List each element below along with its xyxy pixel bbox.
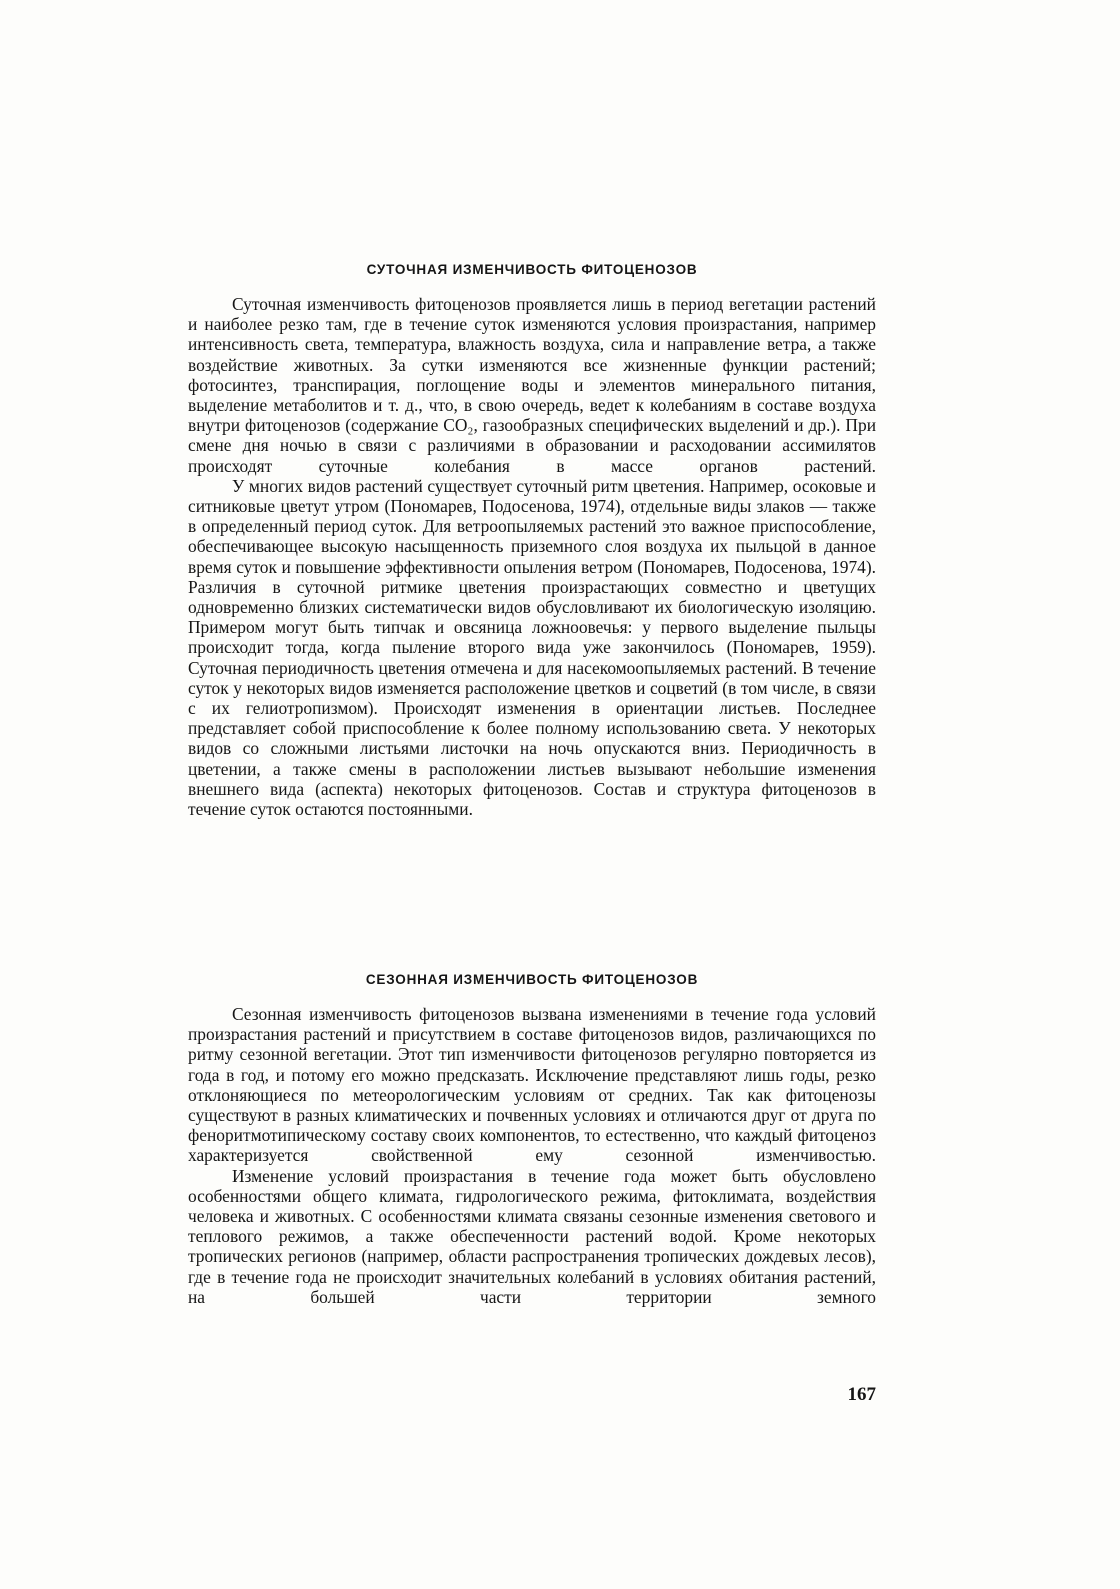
section-heading-seasonal: СЕЗОННАЯ ИЗМЕНЧИВОСТЬ ФИТОЦЕНОЗОВ: [365, 972, 699, 987]
paragraph: У многих видов растений существует суточный ритм цветения. Например, осоковые и ситниковые цветут утром (Пономарев, Подосенова, 1974), отдельные виды злаков — также в определенный период суток. Для ветроопыляемых растений это важное приспособление, обеспечивающее высокую насыщенность приземного слоя воздуха их пыльцой в данное время суток и повышение эффективности опыления ветром (Пономарев, Подосенова, 1974). Различия в суточной ритмике цветения произрастающих совместно и цветущих одновременно близких систематически видов обусловливают их биологическую изоляцию. Примером могут быть типчак и овсяница ложноовечья: у первого выделение пыльцы происходит тогда, когда пыление второго вида уже закончилось (Пономарев, 1959). Суточная периодичность цветения отмечена и для насекомоопыляемых растений. В течение суток у некоторых видов изменяется расположение цветков и соцветий (в том числе, в связи с их гелиотропизмом). Происходят изменения в ориентации листьев. Последнее представляет собой приспособление к более полному использованию света. У некоторых видов со сложными листьями листочки на ночь опускаются вниз. Периодичность в цветении, а также смены в расположении листьев вызывают небольшие изменения внешнего вида (аспекта) некоторых фитоценозов. Состав и структура фитоценозов в течение суток остаются постоянными.: [188, 475, 876, 820]
paragraph: Сезонная изменчивость фитоценозов вызвана изменениями в течение года условий произрастания растений и присутствием в составе фитоценозов видов, различающихся по ритму сезонной вегетации. Этот тип изменчивости фитоценозов регулярно повторяется из года в год, и потому его можно предсказать. Исключение представляют лишь годы, резко отклоняющиеся по метеорологическим условиям от средних. Так как фитоценозы существуют в разных климатических и почвенных условиях и отличаются друг от друга по феноритмотипическому составу своих компонентов, то естественно, что каждый фитоценоз характеризуется свойственной ему сезонной изменчивостью.: [188, 1004, 876, 1166]
section-body-seasonal: [188, 1004, 876, 1307]
page-number: 167: [847, 1384, 876, 1405]
section-body-daily: [188, 294, 876, 819]
paragraph: Изменение условий произрастания в течение года может быть обусловлено особенностями общего климата, гидрологического режима, фитоклимата, воздействия человека и животных. С особенностями климата связаны сезонные изменения светового и теплового режимов, а также обеспеченности растений водой. Кроме некоторых тропических регионов (например, области распространения тропических дождевых лесов), где в течение года не происходит значительных колебаний в условиях обитания растений, на большей части территории земного: [188, 1165, 876, 1307]
paragraph: Суточная изменчивость фитоценозов проявляется лишь в период вегетации растений и наиболее резко там, где в течение суток изменяются условия произрастания, например интенсивность света, температура, влажность воздуха, сила и направление ветра, а также воздействие животных. За сутки изменяются все жизненные функции растений; фотосинтез, транспирация, поглощение воды и элементов минерального питания, выделение метаболитов и т. д., что, в свою очередь, ведет к колебаниям в составе воздуха внутри фитоценозов (содержание CO₂, газообразных специфических выделений и др.). При смене дня ночью в связи с различиями в образовании и расходовании ассимилятов происходят суточные колебания в массе органов растений.: [188, 294, 876, 476]
section-heading-daily: СУТОЧНАЯ ИЗМЕНЧИВОСТЬ ФИТОЦЕНОЗОВ: [366, 262, 698, 277]
